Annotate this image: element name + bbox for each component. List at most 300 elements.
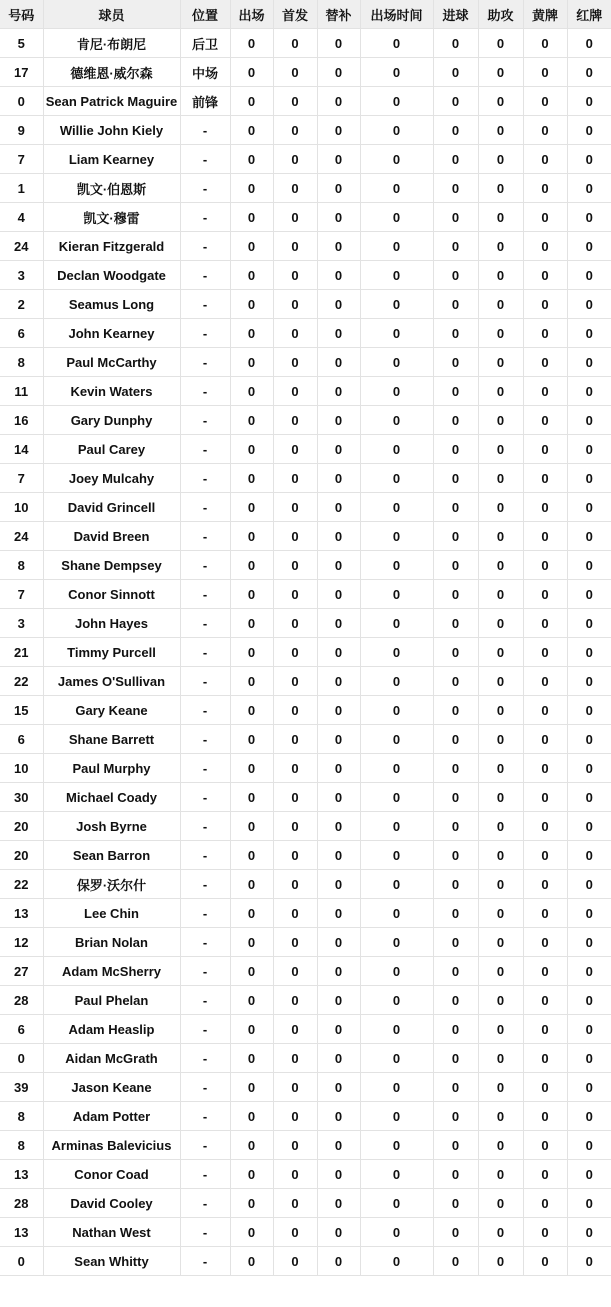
cell-assists: 0 xyxy=(478,1189,523,1218)
cell-assists: 0 xyxy=(478,29,523,58)
cell-goals: 0 xyxy=(433,696,478,725)
cell-subs: 0 xyxy=(317,87,360,116)
cell-player: Kieran Fitzgerald xyxy=(43,232,180,261)
cell-goals: 0 xyxy=(433,522,478,551)
cell-appearances: 0 xyxy=(230,1102,273,1131)
cell-red_cards: 0 xyxy=(567,754,611,783)
cell-position: 中场 xyxy=(180,58,230,87)
cell-position: - xyxy=(180,435,230,464)
cell-appearances: 0 xyxy=(230,145,273,174)
cell-subs: 0 xyxy=(317,261,360,290)
cell-player: James O'Sullivan xyxy=(43,667,180,696)
cell-minutes: 0 xyxy=(360,493,433,522)
cell-starts: 0 xyxy=(273,1247,317,1276)
cell-player: David Cooley xyxy=(43,1189,180,1218)
table-row xyxy=(0,667,611,696)
cell-goals: 0 xyxy=(433,203,478,232)
cell-red_cards: 0 xyxy=(567,551,611,580)
cell-appearances: 0 xyxy=(230,1247,273,1276)
cell-goals: 0 xyxy=(433,1044,478,1073)
cell-number: 14 xyxy=(0,435,43,464)
cell-position: - xyxy=(180,145,230,174)
cell-subs: 0 xyxy=(317,174,360,203)
cell-goals: 0 xyxy=(433,1218,478,1247)
table-row xyxy=(0,58,611,87)
cell-goals: 0 xyxy=(433,638,478,667)
cell-position: - xyxy=(180,1131,230,1160)
cell-minutes: 0 xyxy=(360,580,433,609)
cell-number: 27 xyxy=(0,957,43,986)
cell-subs: 0 xyxy=(317,696,360,725)
cell-minutes: 0 xyxy=(360,1160,433,1189)
table-row xyxy=(0,1044,611,1073)
cell-goals: 0 xyxy=(433,841,478,870)
cell-red_cards: 0 xyxy=(567,841,611,870)
cell-yellow_cards: 0 xyxy=(523,1189,567,1218)
cell-subs: 0 xyxy=(317,435,360,464)
table-row xyxy=(0,928,611,957)
cell-assists: 0 xyxy=(478,116,523,145)
cell-number: 7 xyxy=(0,464,43,493)
cell-red_cards: 0 xyxy=(567,928,611,957)
cell-assists: 0 xyxy=(478,899,523,928)
cell-appearances: 0 xyxy=(230,1015,273,1044)
cell-number: 0 xyxy=(0,87,43,116)
cell-yellow_cards: 0 xyxy=(523,609,567,638)
cell-number: 30 xyxy=(0,783,43,812)
cell-assists: 0 xyxy=(478,261,523,290)
cell-goals: 0 xyxy=(433,1160,478,1189)
cell-assists: 0 xyxy=(478,1102,523,1131)
cell-minutes: 0 xyxy=(360,1073,433,1102)
cell-assists: 0 xyxy=(478,58,523,87)
cell-red_cards: 0 xyxy=(567,957,611,986)
cell-position: - xyxy=(180,928,230,957)
cell-position: - xyxy=(180,261,230,290)
cell-assists: 0 xyxy=(478,696,523,725)
table-row xyxy=(0,232,611,261)
cell-subs: 0 xyxy=(317,609,360,638)
cell-goals: 0 xyxy=(433,145,478,174)
cell-minutes: 0 xyxy=(360,725,433,754)
table-row xyxy=(0,580,611,609)
table-row xyxy=(0,841,611,870)
cell-position: - xyxy=(180,348,230,377)
cell-appearances: 0 xyxy=(230,870,273,899)
cell-red_cards: 0 xyxy=(567,667,611,696)
cell-starts: 0 xyxy=(273,522,317,551)
table-row xyxy=(0,696,611,725)
table-row xyxy=(0,1131,611,1160)
cell-player: Michael Coady xyxy=(43,783,180,812)
cell-appearances: 0 xyxy=(230,696,273,725)
cell-position: - xyxy=(180,1073,230,1102)
cell-minutes: 0 xyxy=(360,812,433,841)
cell-red_cards: 0 xyxy=(567,203,611,232)
cell-position: - xyxy=(180,812,230,841)
cell-minutes: 0 xyxy=(360,870,433,899)
cell-player: Shane Barrett xyxy=(43,725,180,754)
cell-starts: 0 xyxy=(273,435,317,464)
table-row xyxy=(0,290,611,319)
cell-player: Shane Dempsey xyxy=(43,551,180,580)
cell-position: - xyxy=(180,493,230,522)
cell-appearances: 0 xyxy=(230,232,273,261)
cell-appearances: 0 xyxy=(230,87,273,116)
cell-player: Paul Carey xyxy=(43,435,180,464)
cell-position: - xyxy=(180,667,230,696)
cell-goals: 0 xyxy=(433,725,478,754)
cell-number: 8 xyxy=(0,348,43,377)
cell-yellow_cards: 0 xyxy=(523,1160,567,1189)
cell-number: 24 xyxy=(0,522,43,551)
cell-player: Liam Kearney xyxy=(43,145,180,174)
cell-minutes: 0 xyxy=(360,957,433,986)
cell-assists: 0 xyxy=(478,870,523,899)
table-row xyxy=(0,957,611,986)
cell-assists: 0 xyxy=(478,1247,523,1276)
cell-red_cards: 0 xyxy=(567,696,611,725)
cell-number: 8 xyxy=(0,1131,43,1160)
cell-starts: 0 xyxy=(273,1015,317,1044)
table-row xyxy=(0,1189,611,1218)
cell-position: - xyxy=(180,957,230,986)
cell-red_cards: 0 xyxy=(567,1247,611,1276)
cell-yellow_cards: 0 xyxy=(523,290,567,319)
cell-player: David Grincell xyxy=(43,493,180,522)
cell-number: 20 xyxy=(0,841,43,870)
cell-player: Paul Phelan xyxy=(43,986,180,1015)
cell-minutes: 0 xyxy=(360,435,433,464)
cell-red_cards: 0 xyxy=(567,435,611,464)
cell-position: - xyxy=(180,377,230,406)
cell-position: - xyxy=(180,609,230,638)
cell-red_cards: 0 xyxy=(567,116,611,145)
cell-number: 8 xyxy=(0,1102,43,1131)
column-header-player: 球员 xyxy=(43,0,180,29)
cell-goals: 0 xyxy=(433,957,478,986)
cell-goals: 0 xyxy=(433,667,478,696)
cell-yellow_cards: 0 xyxy=(523,696,567,725)
cell-minutes: 0 xyxy=(360,783,433,812)
cell-position: - xyxy=(180,986,230,1015)
cell-appearances: 0 xyxy=(230,435,273,464)
cell-player: 肯尼·布朗尼 xyxy=(43,29,180,58)
cell-goals: 0 xyxy=(433,1189,478,1218)
cell-subs: 0 xyxy=(317,754,360,783)
cell-position: 前锋 xyxy=(180,87,230,116)
cell-position: - xyxy=(180,116,230,145)
cell-minutes: 0 xyxy=(360,464,433,493)
cell-player: Aidan McGrath xyxy=(43,1044,180,1073)
cell-starts: 0 xyxy=(273,986,317,1015)
cell-appearances: 0 xyxy=(230,1044,273,1073)
cell-appearances: 0 xyxy=(230,290,273,319)
cell-starts: 0 xyxy=(273,609,317,638)
cell-starts: 0 xyxy=(273,87,317,116)
cell-player: Declan Woodgate xyxy=(43,261,180,290)
cell-player: Lee Chin xyxy=(43,899,180,928)
cell-player: David Breen xyxy=(43,522,180,551)
cell-yellow_cards: 0 xyxy=(523,1044,567,1073)
cell-player: Conor Coad xyxy=(43,1160,180,1189)
cell-red_cards: 0 xyxy=(567,58,611,87)
cell-yellow_cards: 0 xyxy=(523,957,567,986)
cell-assists: 0 xyxy=(478,464,523,493)
cell-starts: 0 xyxy=(273,725,317,754)
cell-minutes: 0 xyxy=(360,261,433,290)
cell-starts: 0 xyxy=(273,29,317,58)
cell-subs: 0 xyxy=(317,957,360,986)
cell-red_cards: 0 xyxy=(567,812,611,841)
cell-appearances: 0 xyxy=(230,754,273,783)
cell-minutes: 0 xyxy=(360,667,433,696)
cell-assists: 0 xyxy=(478,580,523,609)
cell-appearances: 0 xyxy=(230,899,273,928)
cell-starts: 0 xyxy=(273,1102,317,1131)
cell-red_cards: 0 xyxy=(567,609,611,638)
cell-minutes: 0 xyxy=(360,899,433,928)
cell-player: Gary Keane xyxy=(43,696,180,725)
cell-goals: 0 xyxy=(433,29,478,58)
cell-number: 11 xyxy=(0,377,43,406)
table-row xyxy=(0,493,611,522)
cell-yellow_cards: 0 xyxy=(523,406,567,435)
cell-number: 13 xyxy=(0,1160,43,1189)
cell-yellow_cards: 0 xyxy=(523,522,567,551)
cell-yellow_cards: 0 xyxy=(523,986,567,1015)
cell-yellow_cards: 0 xyxy=(523,551,567,580)
cell-player: Adam McSherry xyxy=(43,957,180,986)
cell-number: 6 xyxy=(0,725,43,754)
cell-minutes: 0 xyxy=(360,1102,433,1131)
column-header-subs: 替补 xyxy=(317,0,360,29)
cell-appearances: 0 xyxy=(230,203,273,232)
cell-subs: 0 xyxy=(317,580,360,609)
cell-starts: 0 xyxy=(273,145,317,174)
cell-goals: 0 xyxy=(433,1247,478,1276)
table-body xyxy=(0,29,611,1276)
cell-red_cards: 0 xyxy=(567,87,611,116)
cell-appearances: 0 xyxy=(230,116,273,145)
cell-red_cards: 0 xyxy=(567,377,611,406)
table-row xyxy=(0,348,611,377)
cell-subs: 0 xyxy=(317,1218,360,1247)
cell-yellow_cards: 0 xyxy=(523,203,567,232)
column-header-appearances: 出场 xyxy=(230,0,273,29)
cell-yellow_cards: 0 xyxy=(523,667,567,696)
cell-starts: 0 xyxy=(273,493,317,522)
cell-red_cards: 0 xyxy=(567,522,611,551)
cell-yellow_cards: 0 xyxy=(523,261,567,290)
table-row xyxy=(0,1247,611,1276)
cell-yellow_cards: 0 xyxy=(523,783,567,812)
cell-starts: 0 xyxy=(273,1160,317,1189)
cell-number: 39 xyxy=(0,1073,43,1102)
cell-number: 28 xyxy=(0,986,43,1015)
table-row xyxy=(0,812,611,841)
cell-player: Joey Mulcahy xyxy=(43,464,180,493)
cell-yellow_cards: 0 xyxy=(523,58,567,87)
cell-number: 7 xyxy=(0,145,43,174)
cell-appearances: 0 xyxy=(230,493,273,522)
cell-position: - xyxy=(180,1160,230,1189)
cell-goals: 0 xyxy=(433,986,478,1015)
cell-starts: 0 xyxy=(273,58,317,87)
cell-goals: 0 xyxy=(433,464,478,493)
cell-red_cards: 0 xyxy=(567,493,611,522)
cell-appearances: 0 xyxy=(230,522,273,551)
cell-appearances: 0 xyxy=(230,609,273,638)
cell-starts: 0 xyxy=(273,1073,317,1102)
column-header-position: 位置 xyxy=(180,0,230,29)
cell-subs: 0 xyxy=(317,1131,360,1160)
cell-red_cards: 0 xyxy=(567,725,611,754)
cell-assists: 0 xyxy=(478,319,523,348)
cell-player: Sean Whitty xyxy=(43,1247,180,1276)
cell-starts: 0 xyxy=(273,232,317,261)
cell-red_cards: 0 xyxy=(567,464,611,493)
cell-minutes: 0 xyxy=(360,58,433,87)
cell-subs: 0 xyxy=(317,1044,360,1073)
cell-red_cards: 0 xyxy=(567,406,611,435)
cell-goals: 0 xyxy=(433,348,478,377)
cell-appearances: 0 xyxy=(230,1218,273,1247)
cell-yellow_cards: 0 xyxy=(523,1247,567,1276)
column-header-goals: 进球 xyxy=(433,0,478,29)
table-row xyxy=(0,174,611,203)
cell-subs: 0 xyxy=(317,899,360,928)
cell-player: 德维恩·威尔森 xyxy=(43,58,180,87)
table-row xyxy=(0,145,611,174)
cell-assists: 0 xyxy=(478,812,523,841)
cell-appearances: 0 xyxy=(230,783,273,812)
cell-minutes: 0 xyxy=(360,145,433,174)
cell-player: John Hayes xyxy=(43,609,180,638)
cell-number: 12 xyxy=(0,928,43,957)
table-row xyxy=(0,377,611,406)
table-row xyxy=(0,1073,611,1102)
cell-minutes: 0 xyxy=(360,638,433,667)
cell-yellow_cards: 0 xyxy=(523,725,567,754)
table-row xyxy=(0,1218,611,1247)
cell-assists: 0 xyxy=(478,1015,523,1044)
cell-red_cards: 0 xyxy=(567,1218,611,1247)
cell-minutes: 0 xyxy=(360,232,433,261)
cell-number: 6 xyxy=(0,319,43,348)
cell-subs: 0 xyxy=(317,1015,360,1044)
cell-assists: 0 xyxy=(478,783,523,812)
cell-minutes: 0 xyxy=(360,986,433,1015)
cell-minutes: 0 xyxy=(360,1015,433,1044)
cell-goals: 0 xyxy=(433,1015,478,1044)
cell-player: Timmy Purcell xyxy=(43,638,180,667)
cell-goals: 0 xyxy=(433,783,478,812)
cell-red_cards: 0 xyxy=(567,232,611,261)
cell-red_cards: 0 xyxy=(567,1189,611,1218)
table-row xyxy=(0,261,611,290)
cell-appearances: 0 xyxy=(230,406,273,435)
cell-minutes: 0 xyxy=(360,696,433,725)
cell-red_cards: 0 xyxy=(567,783,611,812)
cell-goals: 0 xyxy=(433,261,478,290)
cell-assists: 0 xyxy=(478,87,523,116)
cell-red_cards: 0 xyxy=(567,1131,611,1160)
cell-goals: 0 xyxy=(433,87,478,116)
cell-yellow_cards: 0 xyxy=(523,319,567,348)
cell-subs: 0 xyxy=(317,58,360,87)
cell-subs: 0 xyxy=(317,145,360,174)
cell-number: 3 xyxy=(0,261,43,290)
cell-yellow_cards: 0 xyxy=(523,464,567,493)
cell-appearances: 0 xyxy=(230,1160,273,1189)
cell-red_cards: 0 xyxy=(567,290,611,319)
cell-position: - xyxy=(180,1015,230,1044)
cell-yellow_cards: 0 xyxy=(523,841,567,870)
cell-assists: 0 xyxy=(478,725,523,754)
cell-position: - xyxy=(180,841,230,870)
cell-position: - xyxy=(180,319,230,348)
cell-yellow_cards: 0 xyxy=(523,870,567,899)
cell-player: Paul McCarthy xyxy=(43,348,180,377)
cell-assists: 0 xyxy=(478,493,523,522)
cell-red_cards: 0 xyxy=(567,29,611,58)
cell-number: 6 xyxy=(0,1015,43,1044)
cell-red_cards: 0 xyxy=(567,1160,611,1189)
cell-subs: 0 xyxy=(317,1102,360,1131)
cell-starts: 0 xyxy=(273,116,317,145)
table-row xyxy=(0,870,611,899)
cell-appearances: 0 xyxy=(230,667,273,696)
cell-position: - xyxy=(180,1044,230,1073)
cell-red_cards: 0 xyxy=(567,319,611,348)
cell-player: Conor Sinnott xyxy=(43,580,180,609)
cell-player: Sean Barron xyxy=(43,841,180,870)
cell-red_cards: 0 xyxy=(567,1044,611,1073)
table-header xyxy=(0,0,611,29)
cell-goals: 0 xyxy=(433,754,478,783)
cell-player: Willie John Kiely xyxy=(43,116,180,145)
cell-subs: 0 xyxy=(317,870,360,899)
cell-subs: 0 xyxy=(317,348,360,377)
cell-subs: 0 xyxy=(317,551,360,580)
cell-goals: 0 xyxy=(433,232,478,261)
cell-assists: 0 xyxy=(478,145,523,174)
cell-starts: 0 xyxy=(273,812,317,841)
cell-assists: 0 xyxy=(478,754,523,783)
cell-subs: 0 xyxy=(317,638,360,667)
cell-red_cards: 0 xyxy=(567,1015,611,1044)
table-row xyxy=(0,319,611,348)
cell-minutes: 0 xyxy=(360,29,433,58)
cell-goals: 0 xyxy=(433,58,478,87)
cell-player: Adam Heaslip xyxy=(43,1015,180,1044)
cell-yellow_cards: 0 xyxy=(523,493,567,522)
cell-subs: 0 xyxy=(317,1160,360,1189)
cell-player: Sean Patrick Maguire xyxy=(43,87,180,116)
cell-player: Adam Potter xyxy=(43,1102,180,1131)
table-row xyxy=(0,522,611,551)
cell-minutes: 0 xyxy=(360,841,433,870)
cell-position: - xyxy=(180,783,230,812)
cell-goals: 0 xyxy=(433,174,478,203)
table-row xyxy=(0,435,611,464)
cell-yellow_cards: 0 xyxy=(523,1073,567,1102)
cell-starts: 0 xyxy=(273,406,317,435)
cell-red_cards: 0 xyxy=(567,870,611,899)
cell-subs: 0 xyxy=(317,928,360,957)
cell-subs: 0 xyxy=(317,377,360,406)
